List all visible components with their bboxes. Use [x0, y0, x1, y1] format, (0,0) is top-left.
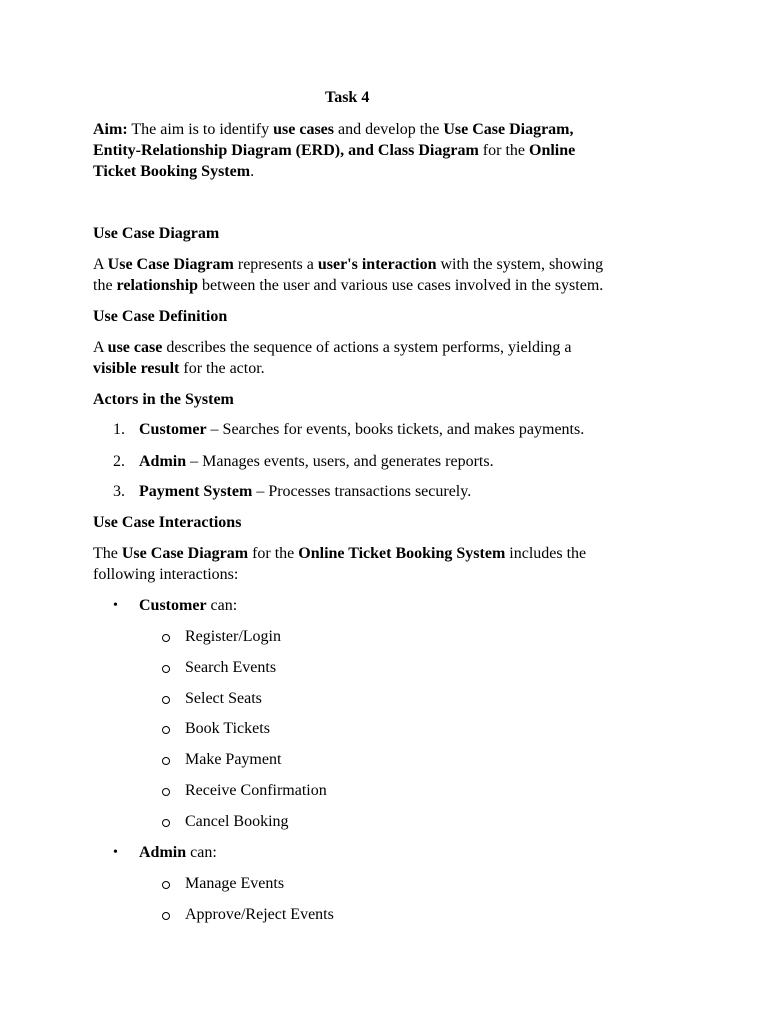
bullet-icon: •	[113, 598, 118, 613]
bullet-admin	[139, 842, 217, 863]
aim-text: The aim is to identify	[127, 121, 274, 138]
actor-desc: – Processes transactions securely.	[252, 483, 472, 500]
circle-bullet-icon	[162, 881, 170, 889]
para-text: A	[93, 256, 108, 273]
para-bold: visible result	[93, 360, 180, 377]
heading-text: Use Case Diagram	[93, 225, 220, 242]
aim-line-1	[93, 119, 574, 140]
list-item: Register/Login	[185, 628, 281, 645]
para-text: for the	[248, 545, 299, 562]
interactions-line-2	[93, 564, 238, 585]
para-text: following interactions:	[93, 566, 239, 583]
actor-item	[139, 481, 471, 502]
actor-item	[139, 451, 494, 472]
aim-text: and develop the	[334, 121, 444, 138]
bullet-bold: Admin	[139, 844, 187, 861]
bullet-icon: •	[113, 845, 118, 860]
list-item: Manage Events	[185, 875, 285, 892]
aim-text: .	[250, 163, 255, 180]
circle-bullet-icon	[162, 726, 170, 734]
para-text: describes the sequence of actions a system performs, yielding a	[162, 339, 572, 356]
actor-name: Customer	[139, 421, 207, 438]
bullet-text: can:	[186, 844, 217, 861]
section-heading-use-case-diagram	[93, 223, 219, 244]
para-bold: relationship	[116, 277, 199, 294]
bullet-text: can:	[206, 597, 238, 614]
list-item: Book Tickets	[185, 720, 270, 738]
actor-name: Admin	[139, 453, 187, 470]
bullet-bold: Customer	[139, 597, 207, 614]
aim-bold: use cases	[273, 121, 335, 138]
list-number: 1.	[113, 421, 125, 438]
definition-line-1	[93, 337, 572, 358]
para-bold: Use Case Diagram	[121, 545, 249, 562]
circle-bullet-icon	[162, 788, 170, 796]
list-number: 3.	[113, 483, 125, 500]
heading-text: Actors in the System	[93, 391, 234, 408]
para-bold: Online Ticket Booking System	[298, 545, 506, 562]
circle-bullet-icon	[162, 757, 170, 765]
list-item: Select Seats	[185, 689, 262, 707]
para-text: for the actor.	[179, 360, 265, 377]
para-text: The	[93, 545, 122, 562]
heading-text: Use Case Interactions	[93, 514, 242, 531]
actor-desc: – Searches for events, books tickets, and makes payments.	[206, 421, 585, 438]
actor-name: Payment System	[139, 483, 253, 500]
aim-bold: Use Case Diagram,	[443, 121, 574, 138]
aim-line-2	[93, 140, 575, 161]
heading-text: Use Case Definition	[93, 308, 228, 325]
ucd-para-line-1	[93, 254, 603, 275]
list-number: 2.	[113, 453, 125, 470]
ucd-para-line-2	[93, 275, 603, 296]
aim-bold: Ticket Booking System	[93, 163, 251, 180]
circle-bullet-icon	[162, 634, 170, 642]
section-heading-interactions	[93, 512, 241, 533]
definition-line-2	[93, 358, 265, 379]
list-item: Search Events	[185, 658, 277, 676]
actor-desc: – Manages events, users, and generates reports.	[186, 453, 494, 470]
circle-bullet-icon	[162, 912, 170, 920]
para-bold: Use Case Diagram	[107, 256, 234, 273]
aim-text: for the	[478, 142, 529, 159]
bullet-customer	[139, 595, 237, 616]
section-heading-actors	[93, 389, 234, 410]
circle-bullet-icon	[162, 665, 170, 673]
para-text: the	[93, 277, 117, 294]
para-text: includes the	[505, 545, 587, 562]
circle-bullet-icon	[162, 696, 170, 704]
para-bold: use case	[107, 339, 163, 356]
aim-bold: Online	[529, 142, 576, 159]
para-text: between the user and various use cases involved in the system.	[198, 277, 604, 294]
list-item: Cancel Booking	[185, 812, 289, 830]
para-bold: user's interaction	[317, 256, 437, 273]
para-text: with the system, showing	[436, 256, 604, 273]
para-text: A	[93, 339, 108, 356]
interactions-line-1	[93, 543, 586, 564]
aim-label: Aim:	[93, 121, 128, 138]
list-item: Make Payment	[185, 751, 282, 769]
list-item: Approve/Reject Events	[185, 906, 334, 923]
aim-line-3	[93, 161, 254, 182]
aim-bold: Entity-Relationship Diagram (ERD), and Class Diagram	[93, 142, 479, 159]
circle-bullet-icon	[162, 819, 170, 827]
section-heading-definition	[93, 306, 227, 327]
page-title: Task 4	[325, 89, 370, 106]
actor-item	[139, 419, 584, 440]
list-item: Receive Confirmation	[185, 782, 327, 799]
para-text: represents a	[233, 256, 318, 273]
